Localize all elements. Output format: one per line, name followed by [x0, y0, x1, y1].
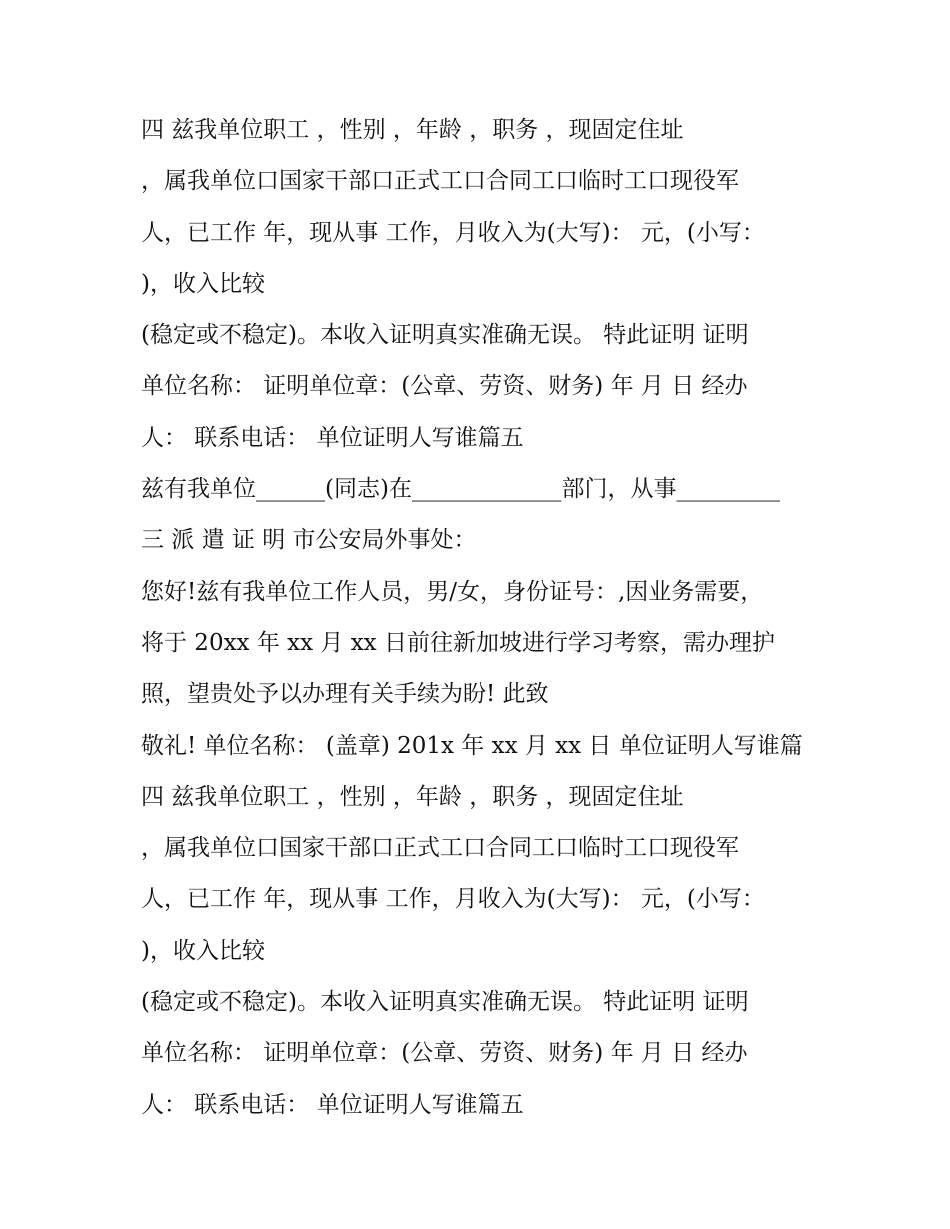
- text-line: 将于 20xx 年 xx 月 xx 日前往新加坡进行学习考察，需办理护: [141, 629, 775, 656]
- text-line: )，收入比较: [141, 270, 265, 297]
- document-body: [141, 105, 821, 1131]
- text-line: 单位名称： 证明单位章：(公章、劳资、财务) 年 月 日 经办: [141, 1040, 748, 1067]
- text-line: 单位名称： 证明单位章：(公章、劳资、财务) 年 月 日 经办: [141, 373, 748, 400]
- text-line: (稳定或不稳定)。本收入证明真实准确无误。 特此证明 证明: [141, 322, 749, 349]
- text-line: 人，已工作 年，现从事 工作，月收入为(大写)： 元，(小写：: [141, 219, 765, 246]
- text-line: 照，望贵处予以办理有关手续为盼! 此致: [141, 681, 549, 708]
- text-line: 三 派 遣 证 明 市公安局外事处：: [141, 527, 477, 554]
- text-line: ，属我单位口国家干部口正式工口合同工口临时工口现役军: [141, 835, 739, 862]
- text-line: 敬礼! 单位名称： (盖章) 201x 年 xx 月 xx 日 单位证明人写谁篇: [141, 732, 803, 759]
- text-line: 兹有我单位______(同志)在_____________部门，从事_________: [141, 476, 780, 503]
- text-line: 四 兹我单位职工 ，性别 ，年龄 ，职务 ，现固定住址: [141, 117, 684, 143]
- text-line: )，收入比较: [141, 937, 265, 964]
- text-line: 人，已工作 年，现从事 工作，月收入为(大写)： 元，(小写：: [141, 886, 765, 913]
- text-line: 您好!兹有我单位工作人员，男/女，身份证号：,因业务需要，: [141, 578, 764, 605]
- text-line: 人： 联系电话： 单位证明人写谁篇五: [141, 424, 524, 451]
- text-line: (稳定或不稳定)。本收入证明真实准确无误。 特此证明 证明: [141, 989, 749, 1016]
- text-line: 人： 联系电话： 单位证明人写谁篇五: [141, 1091, 524, 1118]
- text-line: ，属我单位口国家干部口正式工口合同工口临时工口现役军: [141, 168, 739, 195]
- text-line: 四 兹我单位职工 ，性别 ，年龄 ，职务 ，现固定住址: [141, 783, 684, 810]
